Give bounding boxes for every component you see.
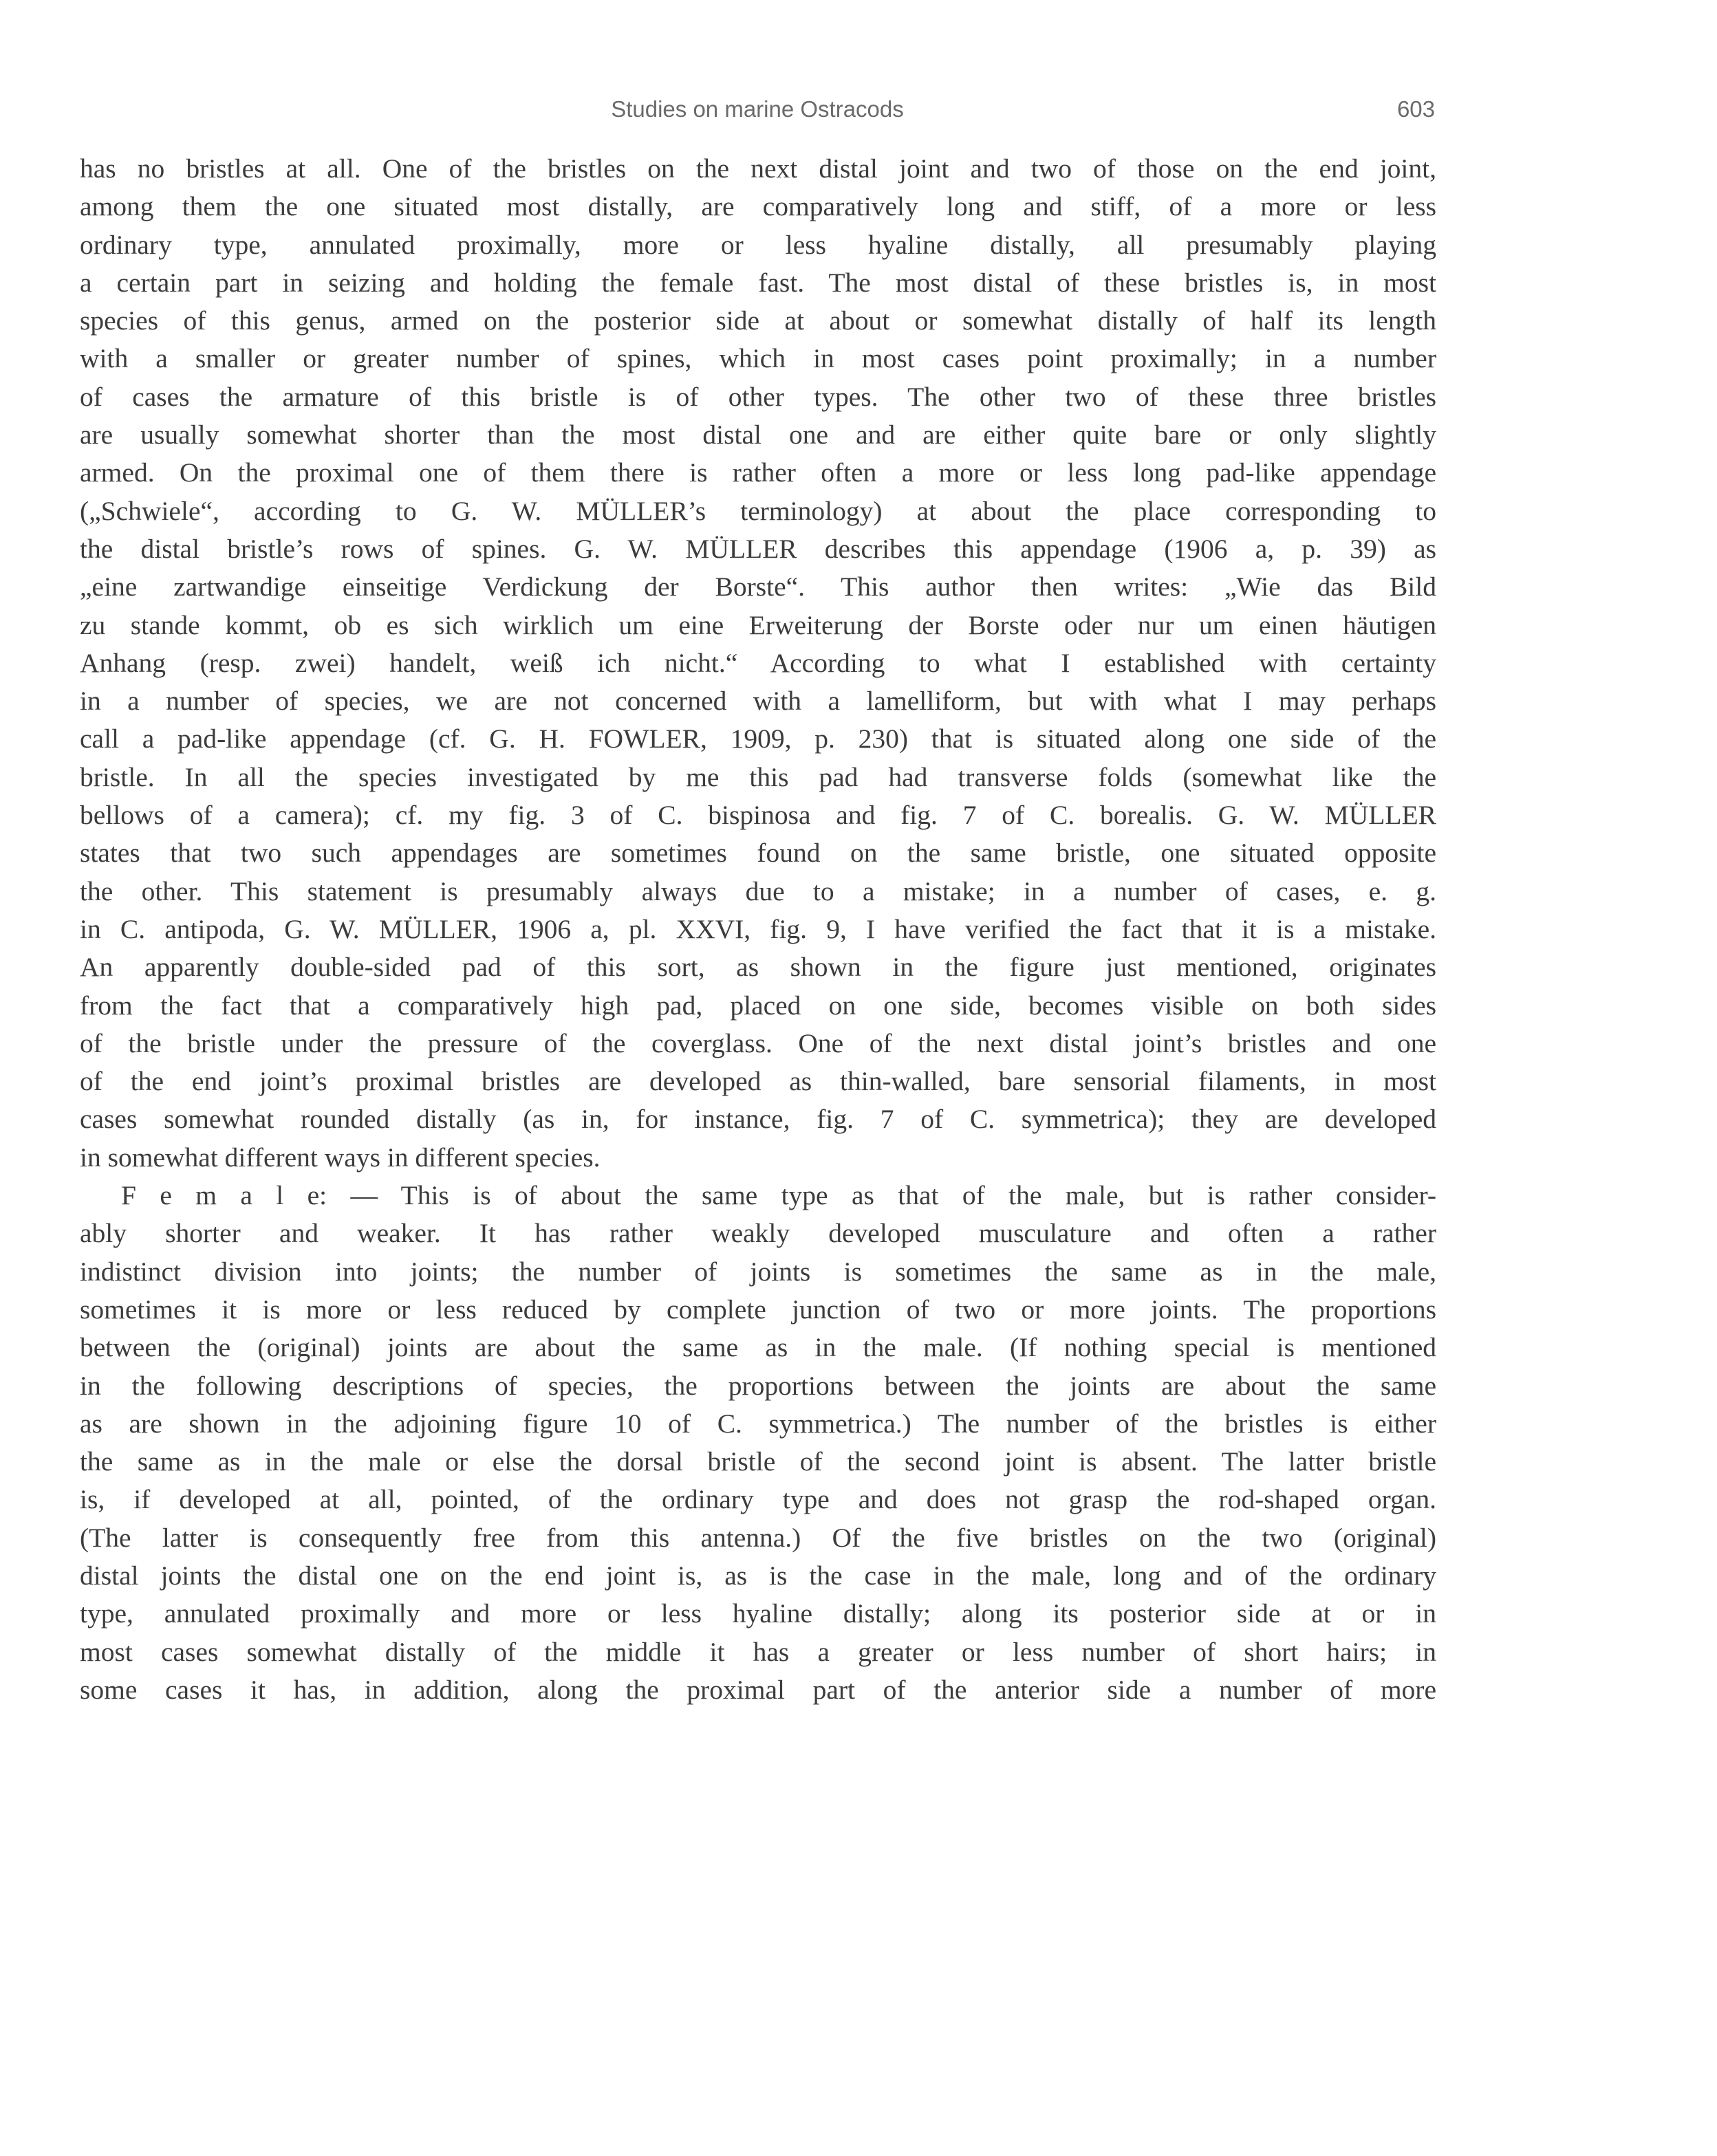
running-head — [80, 96, 1435, 138]
text-line: type, annulated proximally and more or less hyaline distally; along its posterior side at or in — [80, 1598, 1436, 1629]
text-line: with a smaller or greater number of spines, which in most cases point proximally; in a number — [80, 343, 1436, 374]
text-line: a certain part in seizing and holding the female fast. The most distal of these bristles is, in most — [80, 267, 1436, 298]
text-line: the distal bristle’s rows of spines. G. W. MÜLLER describes this appendage (1906 a, p. 39) as — [80, 533, 1436, 564]
text-line: distal joints the distal one on the end joint is, as is the case in the male, long and of the ordinary — [80, 1560, 1436, 1591]
text-line: sometimes it is more or less reduced by complete junction of two or more joints. The proportions — [80, 1294, 1436, 1325]
text-line: bristle. In all the species investigated by me this pad had transverse folds (somewhat like the — [80, 761, 1436, 792]
text-line: An apparently double-sided pad of this sort, as shown in the figure just mentioned, originates — [80, 952, 1436, 983]
text-line: of cases the armature of this bristle is of other types. The other two of these three bristles — [80, 381, 1436, 412]
text-line: the same as in the male or else the dorsal bristle of the second joint is absent. The latter bristle — [80, 1446, 1436, 1477]
text-line: „eine zartwandige einseitige Verdickung der Borste“. This author then writes: „Wie das Bild — [80, 571, 1436, 602]
text-line: (The latter is consequently free from this antenna.) Of the five bristles on the two (original) — [80, 1522, 1436, 1553]
text-line: the other. This statement is presumably always due to a mistake; in a number of cases, e. g. — [80, 875, 1436, 906]
text-line: states that two such appendages are sometimes found on the same bristle, one situated opposite — [80, 838, 1436, 869]
text-line: in a number of species, we are not concerned with a lamelliform, but with what I may perhaps — [80, 686, 1436, 717]
text-line: of the bristle under the pressure of the coverglass. One of the next distal joint’s bristles and one — [80, 1027, 1436, 1058]
text-line: has no bristles at all. One of the bristles on the next distal joint and two of those on the end joint, — [80, 153, 1436, 184]
text-line: F e m a l e: — This is of about the same type as that of the male, but is rather consider- — [121, 1180, 1436, 1211]
text-line: call a pad-like appendage (cf. G. H. FOWLER, 1909, p. 230) that is situated along one side of the — [80, 723, 1436, 754]
text-line: zu stande kommt, ob es sich wirklich um eine Erweiterung der Borste oder nur um einen häutigen — [80, 609, 1436, 640]
text-line: cases somewhat rounded distally (as in, for instance, fig. 7 of C. symmetrica); they are developed — [80, 1104, 1436, 1135]
text-line: indistinct division into joints; the number of joints is sometimes the same as in the male, — [80, 1256, 1436, 1287]
body-text — [80, 150, 1436, 1709]
text-line: species of this genus, armed on the posterior side at about or somewhat distally of half its length — [80, 305, 1436, 336]
text-line: („Schwiele“, according to G. W. MÜLLER’s terminology) at about the place corresponding to — [80, 495, 1436, 526]
text-line: from the fact that a comparatively high pad, placed on one side, becomes visible on both sides — [80, 990, 1436, 1021]
text-line: of the end joint’s proximal bristles are developed as thin-walled, bare sensorial filaments, in most — [80, 1066, 1436, 1097]
text-line: are usually somewhat shorter than the most distal one and are either quite bare or only slightly — [80, 420, 1436, 450]
page-number: 603 — [1396, 96, 1435, 122]
running-title: Studies on marine Ostracods — [611, 96, 904, 122]
text-line: is, if developed at all, pointed, of the ordinary type and does not grasp the rod-shaped organ. — [80, 1484, 1436, 1515]
text-line: Anhang (resp. zwei) handelt, weiß ich nicht.“ According to what I established with certainty — [80, 647, 1436, 678]
text-line: bellows of a camera); cf. my fig. 3 of C. bispinosa and fig. 7 of C. borealis. G. W. MÜLLER — [80, 800, 1436, 831]
text-line: between the (original) joints are about the same as in the male. (If nothing special is mentioned — [80, 1332, 1436, 1363]
text-line: some cases it has, in addition, along the proximal part of the anterior side a number of more — [80, 1674, 1436, 1705]
text-line: ordinary type, annulated proximally, more or less hyaline distally, all presumably playing — [80, 229, 1436, 260]
text-line: armed. On the proximal one of them there is rather often a more or less long pad-like appendage — [80, 457, 1436, 488]
text-line: as are shown in the adjoining figure 10 of C. symmetrica.) The number of the bristles is either — [80, 1408, 1436, 1439]
text-line: in the following descriptions of species, the proportions between the joints are about the same — [80, 1370, 1436, 1401]
text-line: in somewhat different ways in different species. — [80, 1142, 601, 1173]
text-line: ably shorter and weaker. It has rather weakly developed musculature and often a rather — [80, 1218, 1436, 1249]
text-line: most cases somewhat distally of the middle it has a greater or less number of short hairs; in — [80, 1636, 1436, 1667]
text-line: in C. antipoda, G. W. MÜLLER, 1906 a, pl. XXVI, fig. 9, I have verified the fact that it is a mistake. — [80, 913, 1436, 944]
text-line: among them the one situated most distally, are comparatively long and stiff, of a more or less — [80, 191, 1436, 222]
